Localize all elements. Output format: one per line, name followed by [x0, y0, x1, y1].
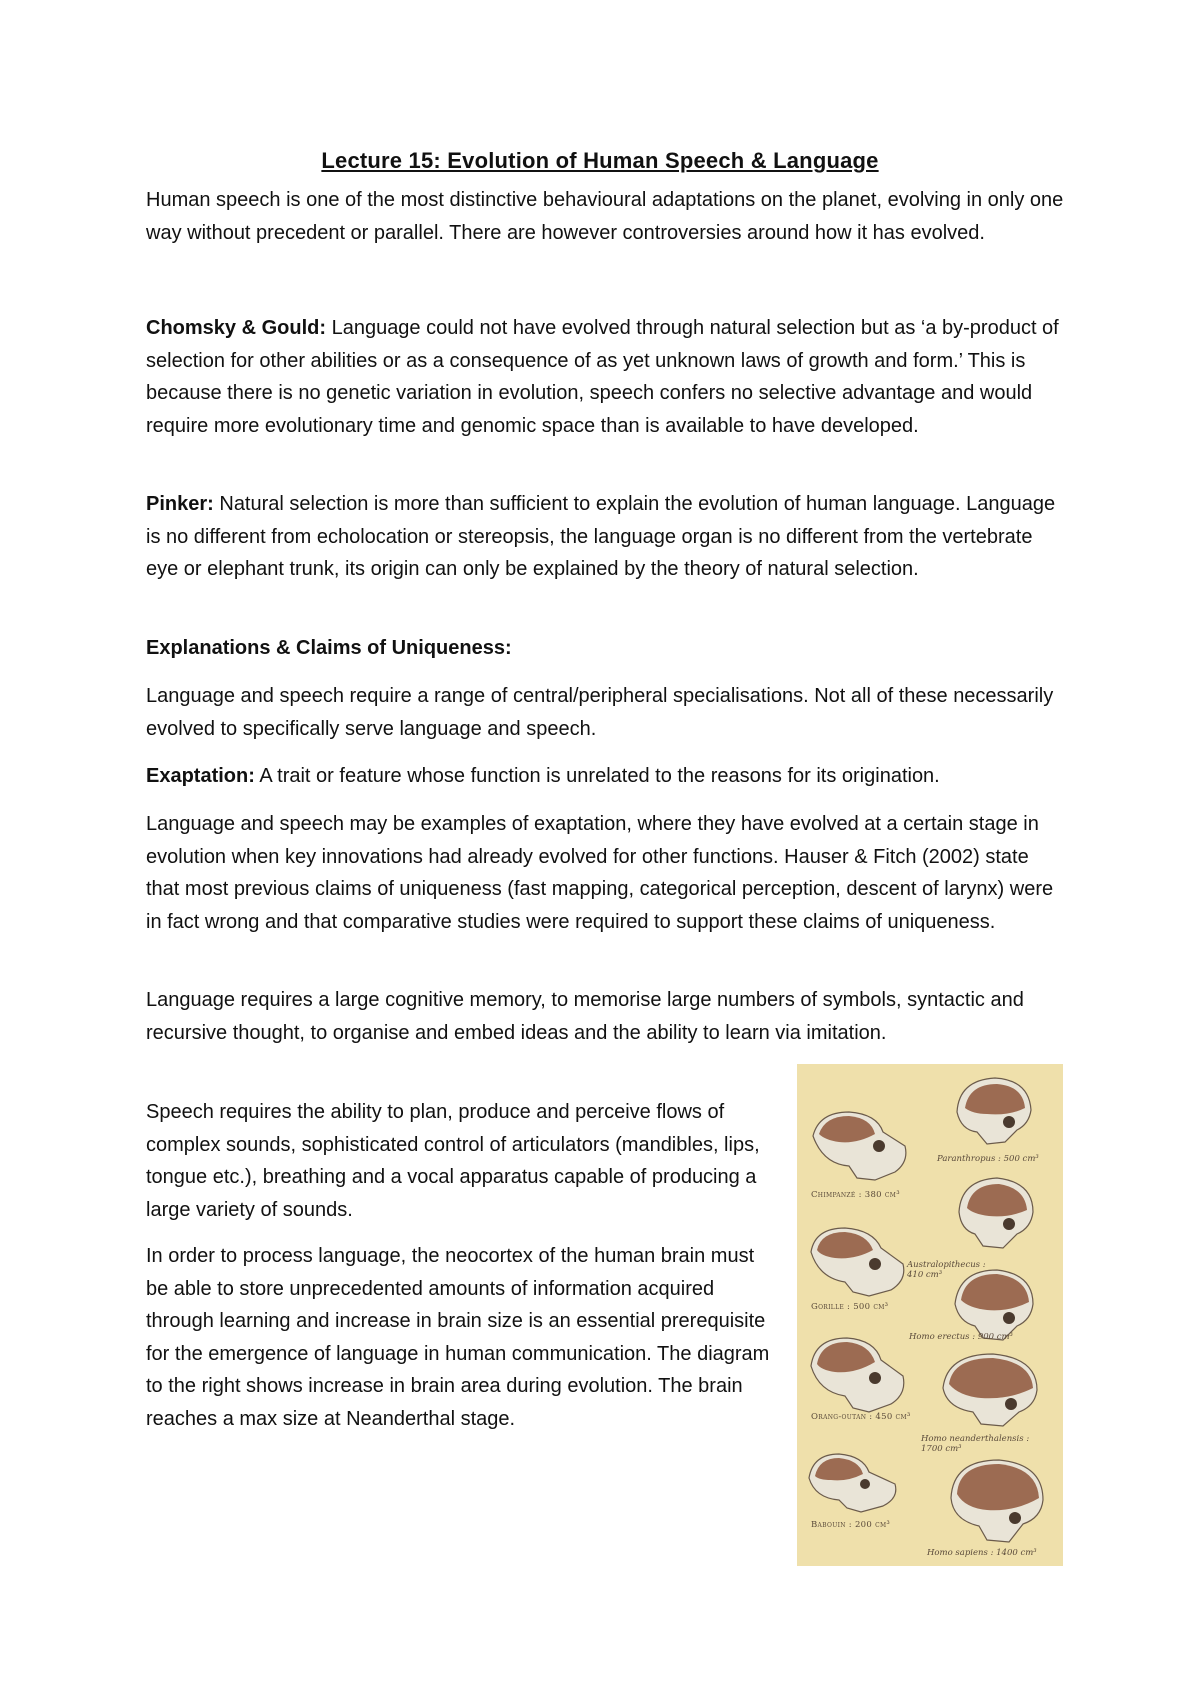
neocortex-paragraph: In order to process language, the neocortex of the human brain must be able to store unprecedented amounts of information acquired through learning and increase in brain size is an essential prerequisite for the emergence of language in human communication. The diagram to the right shows increase in brain area during evolution. The brain reaches a max size at Neanderthal stage.	[146, 1245, 770, 1430]
speech-requires-paragraph: Speech requires the ability to plan, produce and perceive flows of complex sounds, sophisticated control of articulators (mandibles, lips, tongue etc.), breathing and a vocal apparatus capable of producing a large variety of sounds.	[146, 1101, 760, 1221]
explanations-heading: Explanations & Claims of Uniqueness:	[146, 637, 512, 659]
gorilla-caption: Gorille : 500 cm³	[811, 1302, 889, 1312]
australopithecus-caption: Australopithecus :	[907, 1260, 986, 1270]
homo-erectus-caption: Homo erectus : 900 cm³	[909, 1332, 1013, 1342]
specialisations-paragraph: Language and speech require a range of central/peripheral specialisations. Not all of these necessarily evolved to specifically serve language and speech.	[146, 685, 1054, 740]
brain-size-figure	[797, 1064, 1063, 1566]
chomsky-paragraph	[146, 312, 1066, 442]
paranthropus-caption: Paranthropus : 500 cm³	[937, 1154, 1039, 1164]
australopithecus-volume: 410 cm³	[907, 1270, 943, 1280]
pinker-text: Natural selection is more than sufficient to explain the evolution of human language. Language is no different from echolocation or stereopsis, the language organ is no different from the vertebrate eye or elephant trunk, its origin can only be explained by the theory of natural selection.	[146, 493, 1056, 580]
baboon-caption: Babouin : 200 cm³	[811, 1520, 891, 1530]
neanderthal-volume: 1700 cm³	[921, 1444, 962, 1454]
page-title: Lecture 15: Evolution of Human Speech & Language	[321, 148, 879, 173]
orang-outan-caption: Orang-outan : 450 cm³	[811, 1412, 911, 1422]
chimpanzee-skull	[805, 1106, 915, 1186]
exaptation-examples-paragraph: Language and speech may be examples of exaptation, where they have evolved at a certain stage in evolution when key innovations had already evolved for other functions. Hauser & Fitch (2002) state that most previous claims of uniqueness (fast mapping, categorical perception, descent of larynx) were in fact wrong and that comparative studies were required to support these claims of uniqueness.	[146, 813, 1054, 933]
homo-sapiens-caption: Homo sapiens : 1400 cm³	[927, 1548, 1037, 1558]
homo-sapiens-skull	[943, 1456, 1053, 1550]
orang-outan-skull	[803, 1332, 913, 1418]
australopithecus-skull	[947, 1172, 1047, 1254]
chimpanzee-caption: Chimpanzé : 380 cm³	[811, 1190, 900, 1200]
pinker-label: Pinker:	[146, 493, 214, 515]
chomsky-label: Chomsky & Gould:	[146, 317, 327, 339]
exaptation-text: A trait or feature whose function is unrelated to the reasons for its origination.	[254, 765, 940, 787]
paranthropus-skull	[947, 1072, 1037, 1148]
chomsky-text: Language could not have evolved through natural selection but as ‘a by-product of selection for other abilities or as a consequence of as yet unknown laws of growth and form.’ This is because there is no genetic variation in evolution, speech confers no selective advantage and would require more evolutionary time and genomic space than is available to have developed.	[146, 317, 1059, 437]
exaptation-paragraph	[146, 760, 1066, 793]
pinker-paragraph	[146, 488, 1066, 586]
intro-paragraph: Human speech is one of the most distinctive behavioural adaptations on the planet, evolving in only one way without precedent or parallel. There are however controversies around how it has evolved.	[146, 189, 1064, 244]
neanderthal-caption: Homo neanderthalensis :	[921, 1434, 1030, 1444]
baboon-skull	[803, 1448, 903, 1518]
cognitive-memory-paragraph: Language requires a large cognitive memory, to memorise large numbers of symbols, syntactic and recursive thought, to organise and embed ideas and the ability to learn via imitation.	[146, 989, 1024, 1044]
exaptation-label: Exaptation:	[146, 765, 255, 787]
gorilla-skull	[803, 1222, 913, 1302]
neanderthal-skull	[937, 1350, 1047, 1432]
